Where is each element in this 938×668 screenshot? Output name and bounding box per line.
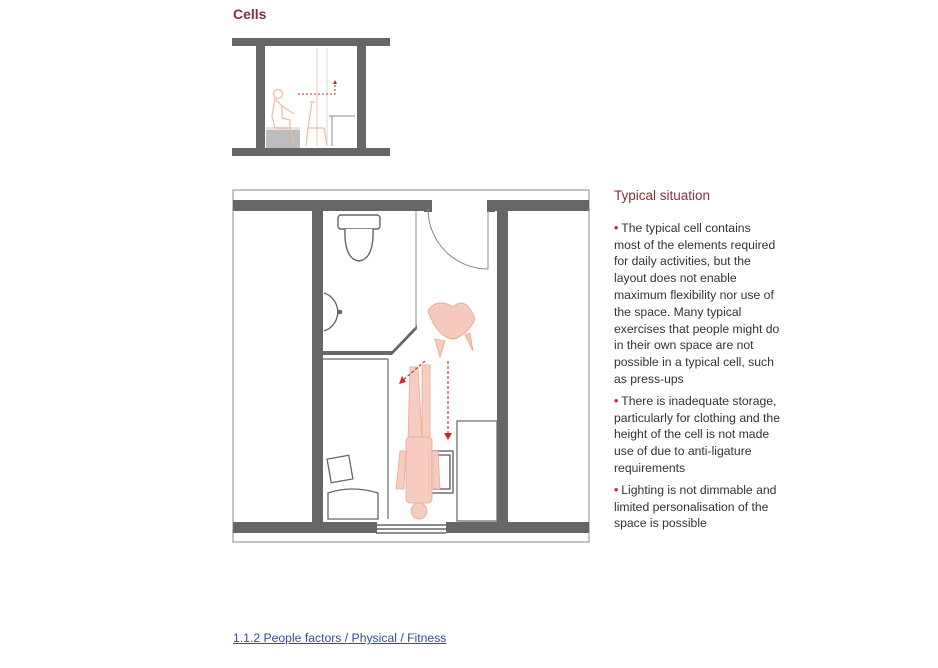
info-bullet [614,482,780,532]
plan-bottom-wall-left [233,522,377,533]
info-title: Typical situation [614,188,711,203]
plan-pillow [327,455,353,482]
plan-bin [328,489,378,519]
info-bullet-text: The typical cell contains most of the elements required for daily activities, but the layout does not enable maximum flexibility nor use of the space. Many typical exercises that people might do in their own space are not possible in a typical cell, such as press-ups [614,220,780,386]
lying-figure-icon [396,365,440,519]
standing-figure-icon [428,303,475,357]
section-ceiling-slab [232,38,390,46]
plan-bottom-wall-right [446,522,589,533]
plan-left-wall [312,211,323,522]
sink-icon [324,293,342,331]
plan-desk [457,421,497,521]
plan-bathroom-partition [323,325,417,355]
section-heading-cells: Cells [233,6,267,22]
section-desk [329,116,355,146]
arrow-head-diagonal-icon [399,376,406,384]
cell-floor-plan-drawing [232,189,590,544]
section-right-wall [357,46,366,148]
fitness-section-link[interactable]: 1.1.2 People factors / Physical / Fitness [233,631,447,645]
plan-threshold [376,525,446,533]
plan-top-wall-left [233,200,432,211]
arrow-head-down-icon [444,433,452,440]
red-dot-icon: • [614,393,619,408]
info-bullet [614,393,780,477]
cell-section-drawing [232,36,392,158]
plan-top-wall-right [487,200,589,211]
section-left-wall [256,46,265,148]
info-bullet [614,220,780,388]
plan-door-swing [428,209,488,269]
info-bullet-text: Lighting is not dimmable and limited personalisation of the space is possible [614,482,777,531]
section-bed [266,129,300,148]
section-floor-slab [232,148,390,156]
info-bullet-text: There is inadequate storage, particularly for clothing and the height of the cell is not made use of due to anti-ligature requirements [614,393,780,475]
red-dot-icon: • [614,220,619,235]
toilet-icon [338,215,380,261]
info-panel [614,188,780,537]
red-dot-icon: • [614,482,619,497]
plan-right-wall [497,211,508,522]
